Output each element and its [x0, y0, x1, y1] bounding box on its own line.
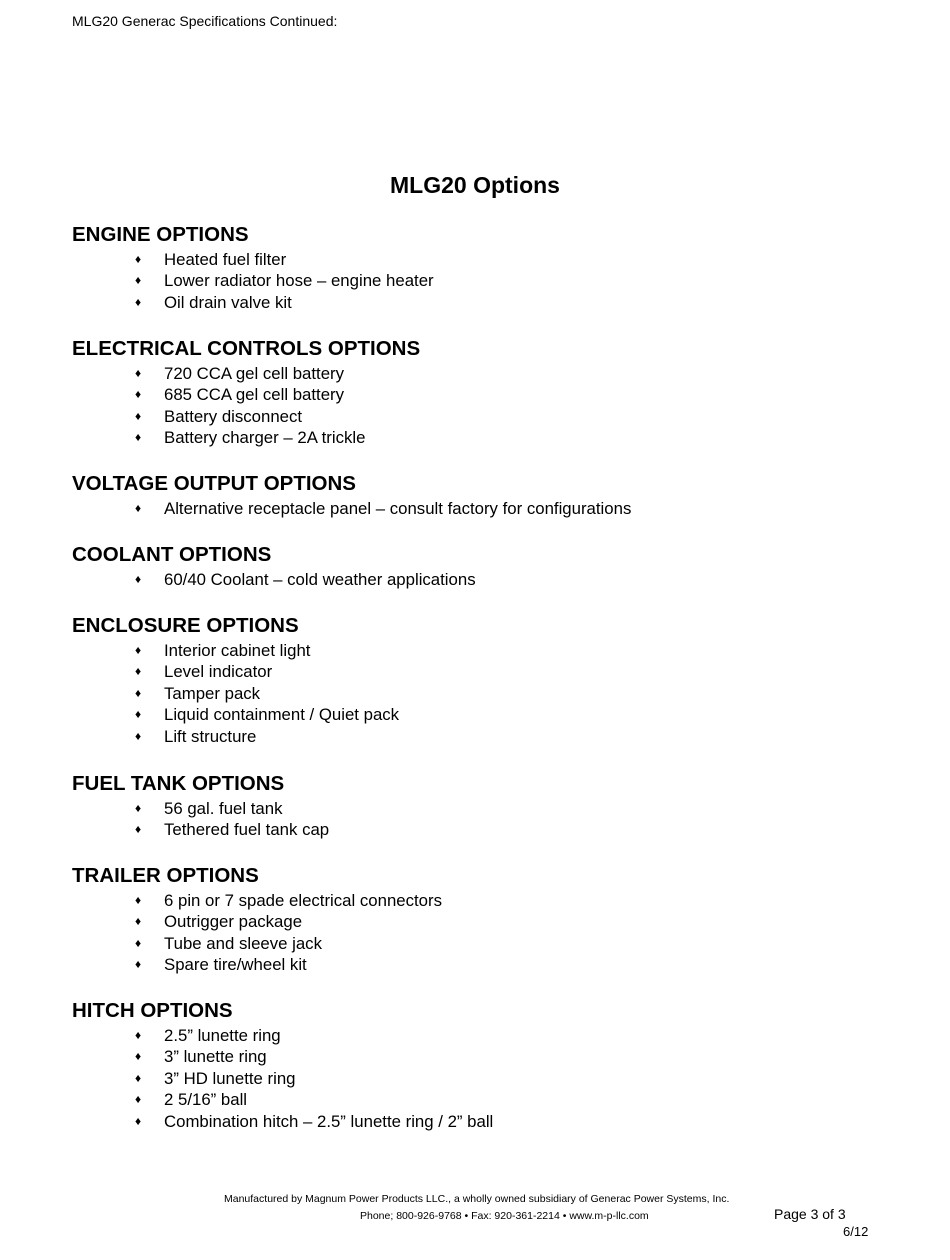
section: [72, 541, 892, 590]
option-item: [72, 569, 892, 590]
section-heading: ENCLOSURE OPTIONS: [72, 614, 299, 637]
option-list: [72, 569, 892, 590]
option-item: [72, 1111, 892, 1132]
option-item: [72, 640, 892, 661]
section-heading: COOLANT OPTIONS: [72, 543, 272, 566]
section-heading: VOLTAGE OUTPUT OPTIONS: [72, 472, 356, 495]
option-text: 685 CCA gel cell battery: [164, 385, 345, 405]
option-text: Tamper pack: [164, 683, 261, 703]
option-text: 56 gal. fuel tank: [164, 799, 283, 818]
diamond-bullet-icon: ♦: [135, 366, 142, 380]
section: [72, 470, 892, 519]
diamond-bullet-icon: ♦: [135, 914, 142, 929]
diamond-bullet-icon: ♦: [135, 728, 142, 743]
option-text: Tube and sleeve jack: [164, 933, 322, 953]
section-heading: ELECTRICAL CONTROLS OPTIONS: [72, 337, 421, 360]
option-text: 3” HD lunette ring: [164, 1068, 296, 1088]
option-item: [72, 798, 892, 819]
option-item: [72, 1068, 892, 1089]
section: [72, 770, 892, 841]
option-item: [72, 1025, 892, 1046]
option-item: [72, 819, 892, 840]
footer-manufacturer: Manufactured by Magnum Power Products LLC., a wholly owned subsidiary of Generac Power Systems, Inc.: [224, 1193, 730, 1205]
option-text: 720 CCA gel cell battery: [164, 364, 345, 383]
option-text: Level indicator: [164, 662, 273, 682]
diamond-bullet-icon: ♦: [135, 1070, 142, 1085]
option-item: [72, 363, 892, 384]
section-heading: HITCH OPTIONS: [72, 999, 233, 1022]
diamond-bullet-icon: ♦: [135, 1028, 142, 1042]
diamond-bullet-icon: ♦: [135, 801, 142, 815]
option-item: [72, 249, 892, 270]
option-item: [72, 954, 892, 975]
option-list: [72, 249, 892, 313]
option-text: Heated fuel filter: [164, 250, 287, 269]
diamond-bullet-icon: ♦: [135, 294, 142, 309]
option-text: Outrigger package: [164, 912, 303, 932]
diamond-bullet-icon: ♦: [135, 252, 142, 266]
diamond-bullet-icon: ♦: [135, 1113, 142, 1128]
option-item: [72, 270, 892, 291]
diamond-bullet-icon: ♦: [135, 273, 142, 288]
section-heading: FUEL TANK OPTIONS: [72, 772, 285, 795]
diamond-bullet-icon: ♦: [135, 707, 142, 722]
option-item: [72, 498, 892, 519]
running-header: MLG20 Generac Specifications Continued:: [72, 13, 338, 29]
option-item: [72, 427, 892, 448]
option-item: [72, 911, 892, 932]
option-text: Lower radiator hose – engine heater: [164, 271, 434, 291]
section: [72, 221, 892, 313]
option-text: Tethered fuel tank cap: [164, 820, 330, 840]
option-list: [72, 1025, 892, 1132]
diamond-bullet-icon: ♦: [135, 501, 142, 515]
option-item: [72, 933, 892, 954]
diamond-bullet-icon: ♦: [135, 685, 142, 700]
diamond-bullet-icon: ♦: [135, 664, 142, 679]
diamond-bullet-icon: ♦: [135, 643, 142, 657]
page-number: Page 3 of 3: [774, 1206, 846, 1222]
diamond-bullet-icon: ♦: [135, 408, 142, 423]
diamond-bullet-icon: ♦: [135, 822, 142, 837]
page-title: MLG20 Options: [390, 172, 560, 198]
option-item: [72, 661, 892, 682]
option-item: [72, 1046, 892, 1067]
diamond-bullet-icon: ♦: [135, 935, 142, 950]
option-text: 60/40 Coolant – cold weather applications: [164, 570, 476, 589]
option-text: Oil drain valve kit: [164, 292, 292, 312]
diamond-bullet-icon: ♦: [135, 1092, 142, 1107]
diamond-bullet-icon: ♦: [135, 957, 142, 972]
option-item: [72, 704, 892, 725]
option-list: [72, 363, 892, 449]
option-text: Battery disconnect: [164, 406, 303, 426]
section: [72, 997, 892, 1132]
option-item: [72, 1089, 892, 1110]
option-text: Lift structure: [164, 726, 257, 746]
section: [72, 335, 892, 449]
diamond-bullet-icon: ♦: [135, 1049, 142, 1064]
section-heading: ENGINE OPTIONS: [72, 223, 249, 246]
option-text: Spare tire/wheel kit: [164, 955, 307, 975]
option-list: [72, 890, 892, 976]
option-item: [72, 406, 892, 427]
option-item: [72, 726, 892, 747]
option-item: [72, 384, 892, 405]
option-text: 2 5/16” ball: [164, 1090, 248, 1110]
option-text: 3” lunette ring: [164, 1047, 267, 1067]
section: [72, 612, 892, 747]
footer-contact: Phone; 800-926-9768 • Fax: 920-361-2214 • www.m-p-llc.com: [360, 1210, 649, 1222]
option-list: [72, 798, 892, 841]
diamond-bullet-icon: ♦: [135, 387, 142, 402]
option-item: [72, 292, 892, 313]
section-heading: TRAILER OPTIONS: [72, 864, 259, 887]
option-text: Alternative receptacle panel – consult factory for configurations: [164, 499, 632, 518]
option-text: 2.5” lunette ring: [164, 1026, 281, 1045]
date-code: 6/12: [843, 1224, 869, 1239]
option-item: [72, 683, 892, 704]
diamond-bullet-icon: ♦: [135, 430, 142, 445]
option-text: 6 pin or 7 spade electrical connectors: [164, 891, 442, 910]
option-text: Interior cabinet light: [164, 641, 311, 660]
option-text: Liquid containment / Quiet pack: [164, 705, 400, 725]
option-list: [72, 640, 892, 747]
diamond-bullet-icon: ♦: [135, 572, 142, 586]
diamond-bullet-icon: ♦: [135, 893, 142, 907]
option-text: Combination hitch – 2.5” lunette ring / 2” ball: [164, 1111, 494, 1131]
section: [72, 862, 892, 976]
option-list: [72, 498, 892, 519]
option-text: Battery charger – 2A trickle: [164, 428, 366, 448]
option-item: [72, 890, 892, 911]
